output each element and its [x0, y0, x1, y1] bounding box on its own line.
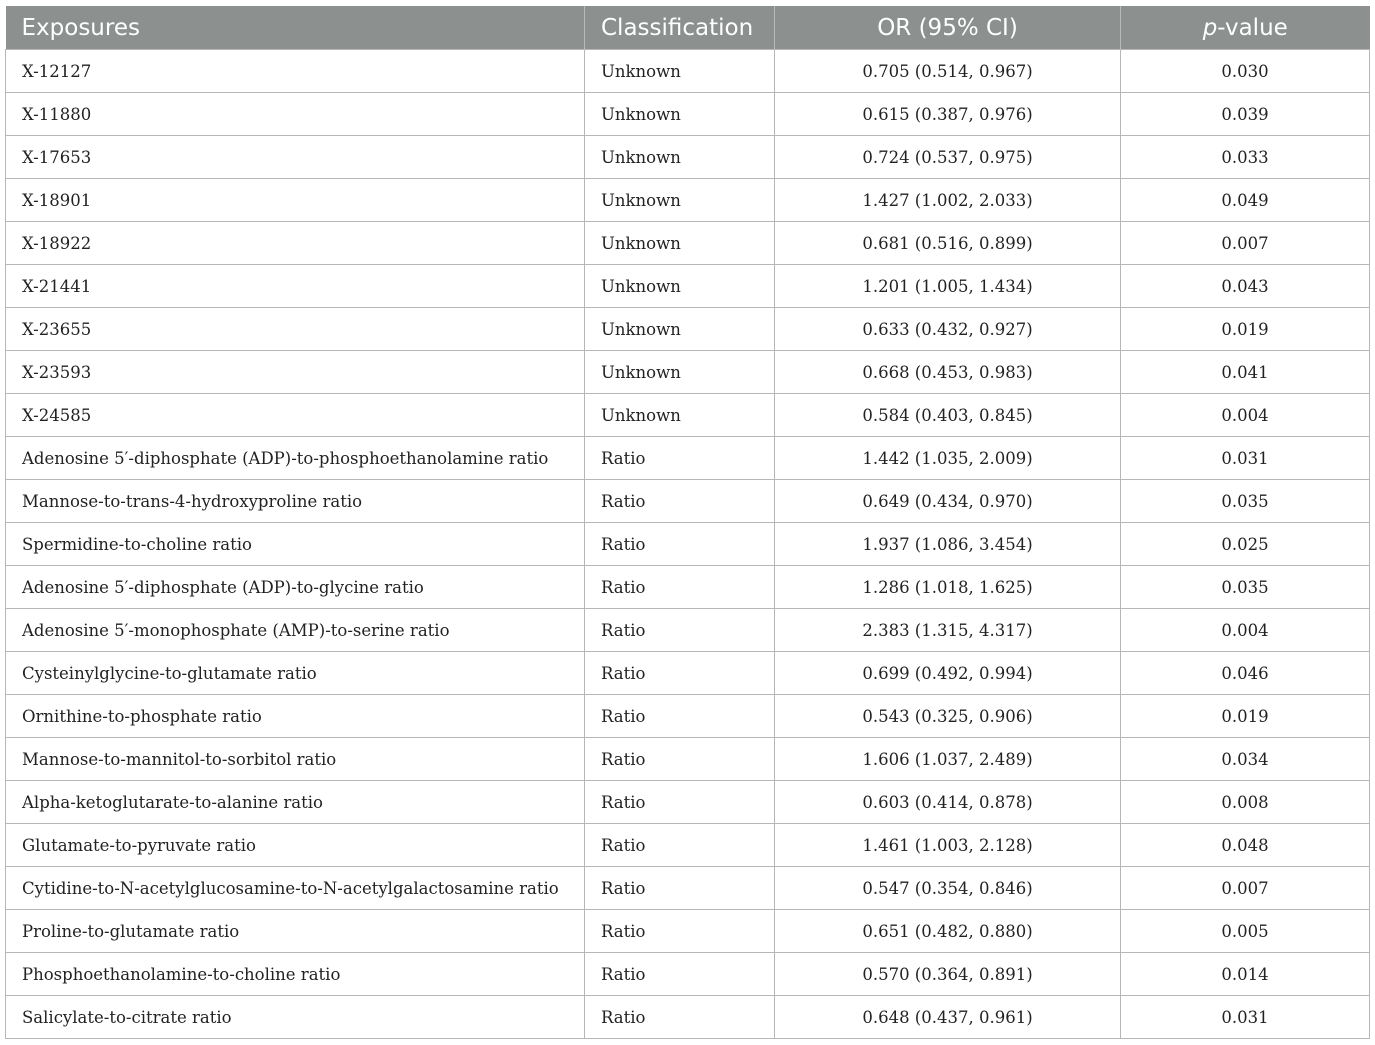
cell-classification: Unknown	[585, 265, 775, 308]
cell-exposure: Adenosine 5′-diphosphate (ADP)-to-phosphoethanolamine ratio	[6, 437, 585, 480]
cell-p-value: 0.049	[1121, 179, 1370, 222]
cell-or-ci: 0.648 (0.437, 0.961)	[775, 996, 1121, 1039]
cell-classification: Ratio	[585, 437, 775, 480]
table-row	[6, 93, 1370, 136]
cell-or-ci: 0.547 (0.354, 0.846)	[775, 867, 1121, 910]
cell-p-value: 0.019	[1121, 308, 1370, 351]
cell-or-ci: 0.651 (0.482, 0.880)	[775, 910, 1121, 953]
cell-exposure: Proline-to-glutamate ratio	[6, 910, 585, 953]
cell-p-value: 0.025	[1121, 523, 1370, 566]
cell-or-ci: 0.543 (0.325, 0.906)	[775, 695, 1121, 738]
cell-exposure: Salicylate-to-citrate ratio	[6, 996, 585, 1039]
cell-classification: Unknown	[585, 179, 775, 222]
header-row	[6, 6, 1370, 50]
cell-or-ci: 0.705 (0.514, 0.967)	[775, 50, 1121, 93]
table-row	[6, 652, 1370, 695]
table-row	[6, 222, 1370, 265]
cell-classification: Ratio	[585, 652, 775, 695]
table-row	[6, 136, 1370, 179]
cell-exposure: Cysteinylglycine-to-glutamate ratio	[6, 652, 585, 695]
cell-or-ci: 1.461 (1.003, 2.128)	[775, 824, 1121, 867]
table-row	[6, 480, 1370, 523]
cell-p-value: 0.033	[1121, 136, 1370, 179]
cell-exposure: X-17653	[6, 136, 585, 179]
table-row	[6, 953, 1370, 996]
table-row	[6, 265, 1370, 308]
table-row	[6, 351, 1370, 394]
table-body	[6, 50, 1370, 1039]
cell-classification: Ratio	[585, 824, 775, 867]
cell-exposure: Mannose-to-mannitol-to-sorbitol ratio	[6, 738, 585, 781]
cell-classification: Unknown	[585, 222, 775, 265]
header-p-value-italic: p	[1202, 14, 1218, 41]
cell-p-value: 0.005	[1121, 910, 1370, 953]
table-row	[6, 437, 1370, 480]
cell-exposure: Mannose-to-trans-4-hydroxyproline ratio	[6, 480, 585, 523]
cell-p-value: 0.014	[1121, 953, 1370, 996]
cell-or-ci: 1.606 (1.037, 2.489)	[775, 738, 1121, 781]
header-p-value	[1121, 6, 1370, 50]
cell-exposure: Adenosine 5′-diphosphate (ADP)-to-glycine ratio	[6, 566, 585, 609]
cell-or-ci: 1.937 (1.086, 3.454)	[775, 523, 1121, 566]
cell-classification: Ratio	[585, 566, 775, 609]
cell-exposure: X-24585	[6, 394, 585, 437]
cell-or-ci: 0.584 (0.403, 0.845)	[775, 394, 1121, 437]
header-p-value-suffix: -value	[1217, 14, 1288, 41]
cell-exposure: X-12127	[6, 50, 585, 93]
cell-exposure: Cytidine-to-N-acetylglucosamine-to-N-acetylgalactosamine ratio	[6, 867, 585, 910]
cell-or-ci: 1.442 (1.035, 2.009)	[775, 437, 1121, 480]
table-row	[6, 179, 1370, 222]
header-or-ci: OR (95% CI)	[775, 6, 1121, 50]
cell-p-value: 0.019	[1121, 695, 1370, 738]
table-row	[6, 781, 1370, 824]
table-row	[6, 609, 1370, 652]
table-row	[6, 523, 1370, 566]
cell-classification: Unknown	[585, 308, 775, 351]
table-row	[6, 50, 1370, 93]
cell-or-ci: 0.649 (0.434, 0.970)	[775, 480, 1121, 523]
cell-exposure: X-21441	[6, 265, 585, 308]
cell-classification: Unknown	[585, 351, 775, 394]
cell-p-value: 0.007	[1121, 222, 1370, 265]
cell-or-ci: 0.570 (0.364, 0.891)	[775, 953, 1121, 996]
cell-p-value: 0.031	[1121, 996, 1370, 1039]
cell-exposure: X-23655	[6, 308, 585, 351]
table-row	[6, 394, 1370, 437]
cell-classification: Ratio	[585, 480, 775, 523]
cell-or-ci: 0.724 (0.537, 0.975)	[775, 136, 1121, 179]
cell-p-value: 0.007	[1121, 867, 1370, 910]
cell-classification: Unknown	[585, 93, 775, 136]
table-row	[6, 867, 1370, 910]
table-row	[6, 308, 1370, 351]
table-row	[6, 996, 1370, 1039]
cell-exposure: X-11880	[6, 93, 585, 136]
cell-classification: Unknown	[585, 136, 775, 179]
cell-classification: Ratio	[585, 996, 775, 1039]
cell-classification: Ratio	[585, 953, 775, 996]
cell-or-ci: 0.699 (0.492, 0.994)	[775, 652, 1121, 695]
cell-classification: Ratio	[585, 738, 775, 781]
cell-p-value: 0.031	[1121, 437, 1370, 480]
cell-or-ci: 0.681 (0.516, 0.899)	[775, 222, 1121, 265]
cell-p-value: 0.046	[1121, 652, 1370, 695]
cell-exposure: Adenosine 5′-monophosphate (AMP)-to-serine ratio	[6, 609, 585, 652]
cell-exposure: Spermidine-to-choline ratio	[6, 523, 585, 566]
cell-p-value: 0.035	[1121, 480, 1370, 523]
cell-exposure: Ornithine-to-phosphate ratio	[6, 695, 585, 738]
cell-classification: Ratio	[585, 781, 775, 824]
results-table	[5, 6, 1370, 1039]
cell-classification: Ratio	[585, 609, 775, 652]
cell-exposure: X-23593	[6, 351, 585, 394]
cell-p-value: 0.039	[1121, 93, 1370, 136]
cell-p-value: 0.034	[1121, 738, 1370, 781]
table-header	[6, 6, 1370, 50]
header-classification: Classification	[585, 6, 775, 50]
cell-exposure: Glutamate-to-pyruvate ratio	[6, 824, 585, 867]
cell-p-value: 0.041	[1121, 351, 1370, 394]
cell-exposure: X-18922	[6, 222, 585, 265]
cell-p-value: 0.008	[1121, 781, 1370, 824]
header-exposures: Exposures	[6, 6, 585, 50]
results-table-container	[5, 6, 1369, 1039]
cell-classification: Ratio	[585, 910, 775, 953]
cell-classification: Unknown	[585, 50, 775, 93]
cell-classification: Ratio	[585, 523, 775, 566]
cell-classification: Ratio	[585, 867, 775, 910]
cell-or-ci: 1.286 (1.018, 1.625)	[775, 566, 1121, 609]
cell-exposure: Alpha-ketoglutarate-to-alanine ratio	[6, 781, 585, 824]
cell-p-value: 0.030	[1121, 50, 1370, 93]
cell-or-ci: 0.668 (0.453, 0.983)	[775, 351, 1121, 394]
table-row	[6, 910, 1370, 953]
cell-or-ci: 0.633 (0.432, 0.927)	[775, 308, 1121, 351]
cell-or-ci: 0.615 (0.387, 0.976)	[775, 93, 1121, 136]
cell-p-value: 0.004	[1121, 394, 1370, 437]
cell-or-ci: 0.603 (0.414, 0.878)	[775, 781, 1121, 824]
cell-p-value: 0.048	[1121, 824, 1370, 867]
cell-p-value: 0.043	[1121, 265, 1370, 308]
cell-p-value: 0.035	[1121, 566, 1370, 609]
cell-classification: Unknown	[585, 394, 775, 437]
cell-p-value: 0.004	[1121, 609, 1370, 652]
table-row	[6, 566, 1370, 609]
cell-classification: Ratio	[585, 695, 775, 738]
cell-exposure: Phosphoethanolamine-to-choline ratio	[6, 953, 585, 996]
table-row	[6, 738, 1370, 781]
cell-or-ci: 1.427 (1.002, 2.033)	[775, 179, 1121, 222]
table-row	[6, 824, 1370, 867]
cell-exposure: X-18901	[6, 179, 585, 222]
cell-or-ci: 1.201 (1.005, 1.434)	[775, 265, 1121, 308]
cell-or-ci: 2.383 (1.315, 4.317)	[775, 609, 1121, 652]
table-row	[6, 695, 1370, 738]
